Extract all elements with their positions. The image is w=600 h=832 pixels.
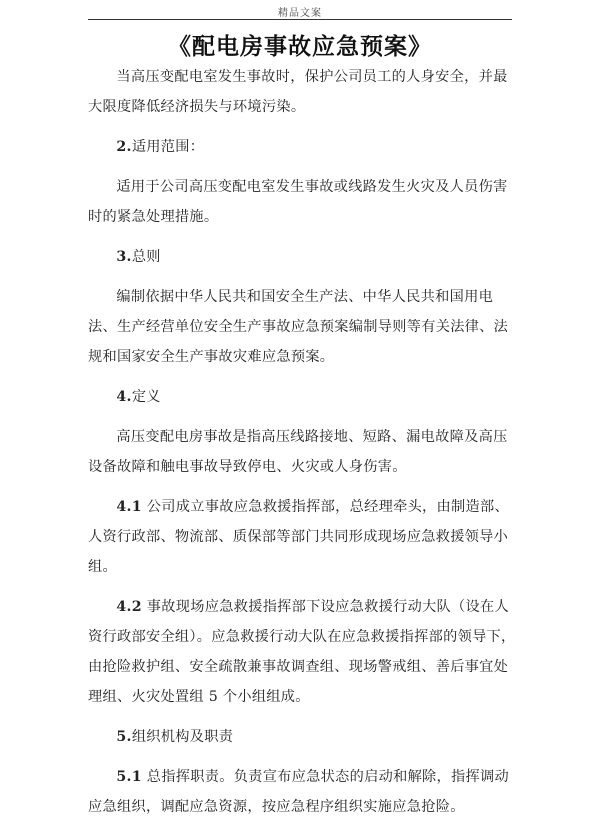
section-number: 3. <box>116 249 132 265</box>
header-label: 精品文案 <box>278 8 322 19</box>
clause-text: 事故现场应急救援指挥部下设应急救援行动大队（设在人资行政部安全组）。应急救援行动大队在应急救援指挥部的领导下，由抢险救护组、安全疏散兼事故调查组、现场警戒组、善后事宜处理组、火灾处置组 5 个小组组成。 <box>88 599 516 705</box>
section-number: 4. <box>116 389 132 405</box>
clause-text: 公司成立事故应急救援指挥部，总经理牵头，由制造部、人资行政部、物流部、质保部等部门共同形成现场应急救援领导小组。 <box>88 499 509 575</box>
intro-paragraph: 当高压变配电室发生事故时，保护公司员工的人身安全，并最大限度降低经济损失与环境污染。 <box>88 69 508 115</box>
section-heading-definition <box>88 382 518 412</box>
clause-4-2 <box>88 592 518 712</box>
section-heading-text: 组织机构及职责 <box>131 729 234 745</box>
section-number: 2. <box>116 139 132 155</box>
section-heading-text: 适用范围： <box>131 139 205 155</box>
clause-4-1 <box>88 492 518 582</box>
clause-number: 5.1 <box>116 769 142 785</box>
clause-number: 4.1 <box>116 499 142 515</box>
document-body <box>88 62 518 832</box>
scope-paragraph: 适用于公司高压变配电室发生事故或线路发生火灾及人员伤害时的紧急处理措施。 <box>88 179 508 225</box>
section-heading-text: 定义 <box>131 389 161 405</box>
section-heading-text: 总则 <box>131 249 161 265</box>
clause-5-1 <box>88 762 518 822</box>
header-rule <box>88 19 512 20</box>
document-title: 《配电房事故应急预案》 <box>168 33 432 60</box>
definition-paragraph: 高压变配电房事故是指高压线路接地、短路、漏电故障及高压设备故障和触电事故导致停电、火灾或人身伤害。 <box>88 429 508 475</box>
clause-text: 总指挥职责。负责宣布应急状态的启动和解除，指挥调动应急组织，调配应急资源，按应急程序组织实施应急抢险。 <box>88 769 509 815</box>
clause-number: 4.2 <box>116 599 142 615</box>
section-heading-general <box>88 242 518 272</box>
section-heading-organization <box>88 722 518 752</box>
section-heading-scope <box>88 132 518 162</box>
general-paragraph: 编制依据中华人民共和国安全生产法、中华人民共和国用电法、生产经营单位安全生产事故应急预案编制导则等有关法律、法规和国家安全生产事故灾难应急预案。 <box>88 289 509 365</box>
page-header <box>0 0 600 22</box>
section-number: 5. <box>116 729 132 745</box>
